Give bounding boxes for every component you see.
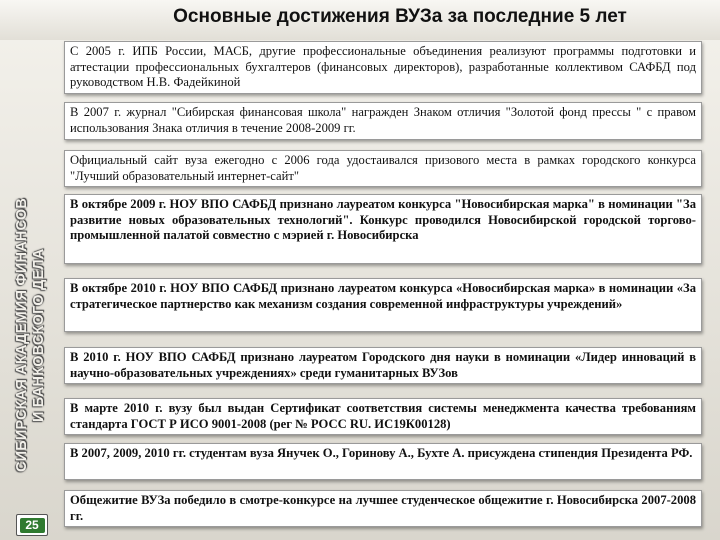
page-number-badge: [16, 514, 48, 536]
achievement-box-6: В 2010 г. НОУ ВПО САФБД признано лауреатом Городского дня науки в номинации «Лидер инноваций в научно-образовательных учреждениях» среди гуманитарных ВУЗов: [64, 347, 702, 384]
page-number: 25: [20, 518, 45, 533]
achievement-box-3: Официальный сайт вуза ежегодно с 2006 года удостаивался призового места в рамках городского конкурса "Лучший образовательный интернет-сайт": [64, 150, 702, 187]
achievement-box-4: В октябре 2009 г. НОУ ВПО САФБД признано лауреатом конкурса "Новосибирская марка" в номинации "За развитие новых образовательных технологий". Конкурс проводился Новосибирской городской торгово-промышленной палатой совместно с мэрией г. Новосибирска: [64, 194, 702, 264]
sidebar-academy-name: [2, 185, 60, 485]
achievement-box-8: В 2007, 2009, 2010 гг. студентам вуза Янучек О., Горинову А., Бухте А. присуждена стипендия Президента РФ.: [64, 443, 702, 480]
sidebar-line-2: И БАНКОВСКОГО ДЕЛА: [31, 248, 47, 422]
sidebar-line-1: СИБИРСКАЯ АКАДЕМИЯ ФИНАНСОВ: [14, 197, 30, 473]
achievement-box-9: Общежитие ВУЗа победило в смотре-конкурсе на лучшее студенческое общежитие г. Новосибирска 2007-2008 гг.: [64, 490, 702, 527]
achievement-box-5: В октябре 2010 г. НОУ ВПО САФБД признано лауреатом конкурса «Новосибирская марка» в номинации «За стратегическое партнерство как механизм создания современной инфраструктуры учреждений»: [64, 278, 702, 332]
slide-header: [0, 0, 720, 40]
slide-title: Основные достижения ВУЗа за последние 5 лет: [173, 6, 627, 27]
achievement-box-1: С 2005 г. ИПБ России, МАСБ, другие профессиональные объединения реализуют программы подготовки и аттестации профессиональных бухгалтеров (финансовых директоров), разработанные коллективом САФБД под руководством Н.В. Фадейкиной: [64, 41, 702, 94]
achievement-box-7: В марте 2010 г. вузу был выдан Сертификат соответствия системы менеджмента качества требованиям стандарта ГОСТ Р ИСО 9001-2008 (рег № РОСС RU. ИС19К00128): [64, 398, 702, 435]
achievement-box-2: В 2007 г. журнал "Сибирская финансовая школа" награжден Знаком отличия "Золотой фонд прессы " с правом использования Знака отличия в течение 2008-2009 гг.: [64, 102, 702, 140]
